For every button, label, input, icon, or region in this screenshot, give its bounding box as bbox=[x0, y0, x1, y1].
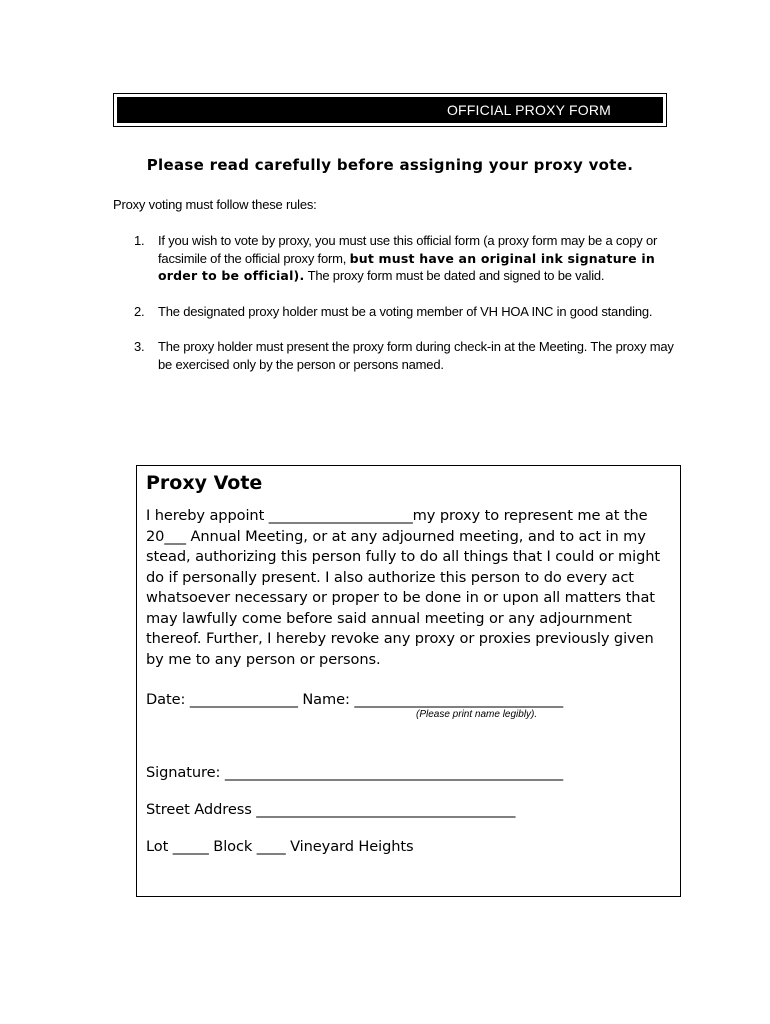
rule-item bbox=[134, 303, 674, 321]
rule-text: If you wish to vote by proxy, you must use this official form (a proxy form may be a copy or facsimile of the official proxy form, bbox=[158, 233, 658, 266]
header-frame bbox=[113, 93, 667, 127]
rule-item bbox=[134, 232, 674, 285]
notice-heading: Please read carefully before assigning your proxy vote. bbox=[146, 156, 634, 174]
rule-number: 2. bbox=[134, 303, 145, 319]
rule-text: The proxy holder must present the proxy form during check-in at the Meeting. The proxy may be exercised only by the person or persons named. bbox=[158, 339, 674, 372]
rule-text-after: The proxy form must be dated and signed to be valid. bbox=[304, 268, 605, 283]
form-title: OFFICIAL PROXY FORM bbox=[446, 102, 611, 118]
proxy-paragraph: I hereby appoint ____________________my proxy to represent me at the 20___ Annual Meeting, or at any adjourned meeting, and to act in my stead, authorizing this person fully to do all things that I could or might do if personally present. I also authorize this person to do every act whatsoever necessary or proper to be done in or upon all matters that may lawfully come before said annual meeting or any adjournment thereof. Further, I hereby revoke any proxy or proxies previously given by me to any person or persons. bbox=[146, 507, 661, 668]
street-address-line: Street Address ____________________________________ bbox=[146, 801, 516, 818]
name-hint: (Please print name legibly). bbox=[416, 709, 538, 720]
rule-number: 3. bbox=[134, 339, 145, 354]
rule-text: The designated proxy holder must be a voting member of VH HOA INC in good standing. bbox=[158, 303, 653, 319]
form-title-bar bbox=[117, 97, 663, 123]
proxy-vote-title: Proxy Vote bbox=[146, 472, 263, 494]
lot-block-line: Lot _____ Block ____ Vineyard Heights bbox=[146, 838, 414, 855]
rule-text-bold: but must have an original ink signature in order to be official). bbox=[158, 250, 655, 283]
rules-list bbox=[134, 232, 674, 391]
rule-item bbox=[134, 338, 674, 373]
proxy-vote-box bbox=[136, 465, 681, 897]
rule-number: 1. bbox=[134, 233, 145, 248]
signature-line: Signature: _______________________________________________ bbox=[146, 764, 564, 781]
date-name-line: Date: _______________ Name: _____________________________ bbox=[146, 691, 564, 708]
rules-intro: Proxy voting must follow these rules: bbox=[113, 197, 317, 212]
